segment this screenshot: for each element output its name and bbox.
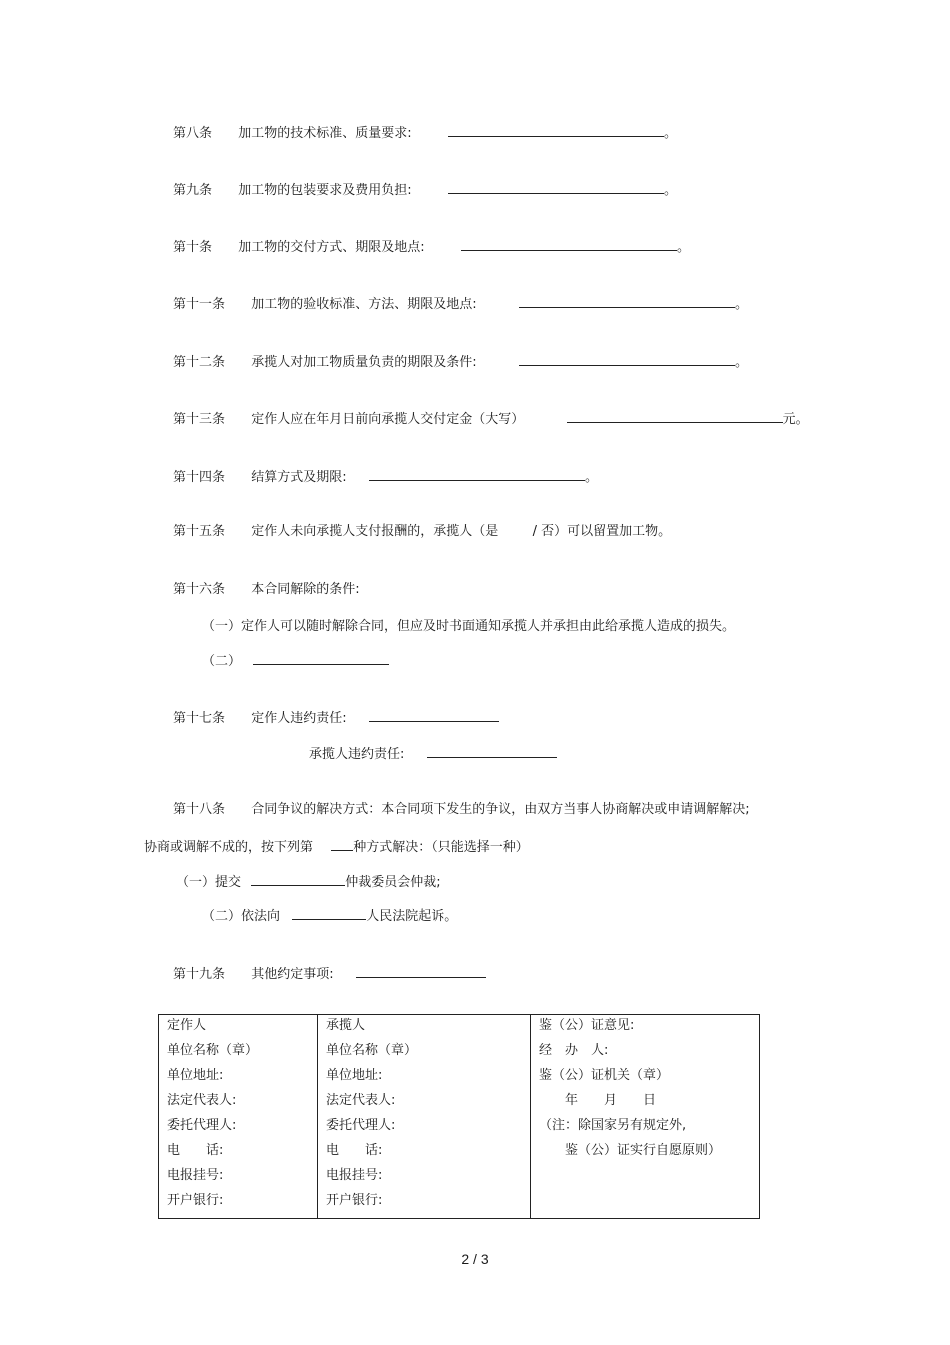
- clause-label: 第十八条: [173, 802, 226, 817]
- clause-label: 第十一条: [173, 297, 226, 312]
- clause-8: 第八条 加工物的技术标准、质量要求: 。: [173, 126, 677, 141]
- contractor-legal-rep: 法定代表人:: [326, 1093, 396, 1108]
- fill-blank[interactable]: [519, 353, 735, 366]
- fill-blank[interactable]: [251, 873, 345, 886]
- contractor-title: 承揽人: [326, 1018, 366, 1033]
- clause-19: [173, 965, 486, 983]
- notary-date: 年 月 日: [539, 1093, 657, 1108]
- orderer-address: 单位地址:: [167, 1068, 224, 1083]
- contractor-agent: 委托代理人:: [326, 1118, 396, 1133]
- clause-10: 第十条 加工物的交付方式、期限及地点: 。: [173, 240, 690, 255]
- contractor-phone: 电 话:: [326, 1143, 383, 1158]
- clause-9: 第九条 加工物的包装要求及费用负担: 。: [173, 183, 677, 198]
- clause-label: 第十五条: [173, 524, 226, 539]
- page-number: 2 / 3: [461, 1251, 489, 1267]
- clause-text: 加工物的验收标准、方法、期限及地点:: [251, 297, 477, 312]
- clause-text: 加工物的包装要求及费用负担:: [238, 183, 412, 198]
- clause-text: 定作人违约责任:: [251, 711, 347, 726]
- orderer-telegram: 电报挂号:: [167, 1168, 224, 1183]
- signature-table: [158, 1014, 760, 1219]
- clause-text: 定作人应在年月日前向承揽人交付定金（大写）: [251, 412, 525, 427]
- clause-text: 定作人未向承揽人支付报酬的，承揽人（是: [251, 524, 499, 539]
- clause-text: 加工物的技术标准、质量要求:: [238, 126, 412, 141]
- clause-label: 第九条: [173, 183, 213, 198]
- clause-text: 合同争议的解决方式：本合同项下发生的争议，由双方当事人协商解决或申请调解解决;: [251, 802, 750, 817]
- clause-text: 加工物的交付方式、期限及地点:: [238, 240, 425, 255]
- fill-blank[interactable]: [292, 907, 366, 920]
- clause-11: 第十一条 加工物的验收标准、方法、期限及地点: 。: [173, 297, 748, 312]
- clause-label: 第十三条: [173, 412, 226, 427]
- clause-15: [173, 524, 671, 540]
- fill-blank[interactable]: [427, 745, 557, 758]
- orderer-legal-rep: 法定代表人:: [167, 1093, 237, 1108]
- clause-18: [173, 802, 750, 818]
- contractor-telegram: 电报挂号:: [326, 1168, 383, 1183]
- clause-14: 第十四条 结算方式及期限: 。: [173, 470, 598, 485]
- notary-opinion: 鉴（公）证意见:: [539, 1018, 635, 1033]
- clause-label: 第八条: [173, 126, 213, 141]
- clause-label: 第十七条: [173, 711, 226, 726]
- contractor-bank: 开户银行:: [326, 1193, 383, 1208]
- clause-16: [173, 582, 360, 598]
- orderer-column: [159, 1015, 318, 1219]
- clause-label: 第十条: [173, 240, 213, 255]
- clause-label: 第十二条: [173, 355, 226, 370]
- clause-label: 第十六条: [173, 582, 226, 597]
- fill-blank[interactable]: [369, 468, 585, 481]
- notary-column: [531, 1015, 760, 1219]
- orderer-agent: 委托代理人:: [167, 1118, 237, 1133]
- clause-text-end: / 否）可以留置加工物。: [532, 524, 672, 539]
- clause-16-item-1: （一）定作人可以随时解除合同，但应及时书面通知承揽人并承担由此给承揽人造成的损失。: [202, 619, 736, 634]
- clause-18-line-2: 协商或调解不成的，按下列第 种方式解决：（只能选择一种）: [144, 840, 529, 855]
- fill-blank[interactable]: [356, 965, 486, 978]
- clause-text: 其他约定事项:: [251, 967, 334, 982]
- orderer-phone: 电 话:: [167, 1143, 224, 1158]
- clause-label: 第十九条: [173, 967, 226, 982]
- clause-text: 承揽人对加工物质量负责的期限及条件:: [251, 355, 477, 370]
- fill-blank[interactable]: [369, 709, 499, 722]
- clause-17: [173, 709, 499, 727]
- fill-blank[interactable]: [448, 124, 664, 137]
- clause-18-option-1: （一）提交 仲裁委员会仲裁;: [176, 875, 441, 890]
- fill-blank[interactable]: [519, 295, 735, 308]
- clause-16-item-2: （二）: [202, 652, 389, 670]
- clause-18-option-2: （二）依法向 人民法院起诉。: [202, 909, 458, 924]
- fill-blank[interactable]: [253, 652, 389, 665]
- fill-blank[interactable]: [448, 181, 664, 194]
- fill-blank[interactable]: [461, 238, 677, 251]
- clause-13: 第十三条 定作人应在年月日前向承揽人交付定金（大写） 元。: [173, 412, 809, 427]
- contractor-column: [318, 1015, 531, 1219]
- orderer-bank: 开户银行:: [167, 1193, 224, 1208]
- clause-12: 第十二条 承揽人对加工物质量负责的期限及条件: 。: [173, 355, 748, 370]
- clause-text: 本合同解除的条件:: [251, 582, 360, 597]
- notary-handler: 经 办 人:: [539, 1043, 609, 1058]
- fill-blank[interactable]: [331, 838, 353, 851]
- clause-text: 结算方式及期限:: [251, 470, 347, 485]
- contractor-company-name: 单位名称（章）: [326, 1043, 418, 1058]
- fill-blank[interactable]: [567, 410, 783, 423]
- contractor-address: 单位地址:: [326, 1068, 383, 1083]
- notary-note: （注：除国家另有规定外,: [539, 1118, 687, 1133]
- clause-17-contractor: 承揽人违约责任:: [309, 745, 557, 763]
- orderer-title: 定作人: [167, 1018, 207, 1033]
- notary-authority: 鉴（公）证机关（章）: [539, 1068, 670, 1083]
- notary-note-cont: 鉴（公）证实行自愿原则）: [539, 1143, 722, 1158]
- clause-label: 第十四条: [173, 470, 226, 485]
- orderer-company-name: 单位名称（章）: [167, 1043, 259, 1058]
